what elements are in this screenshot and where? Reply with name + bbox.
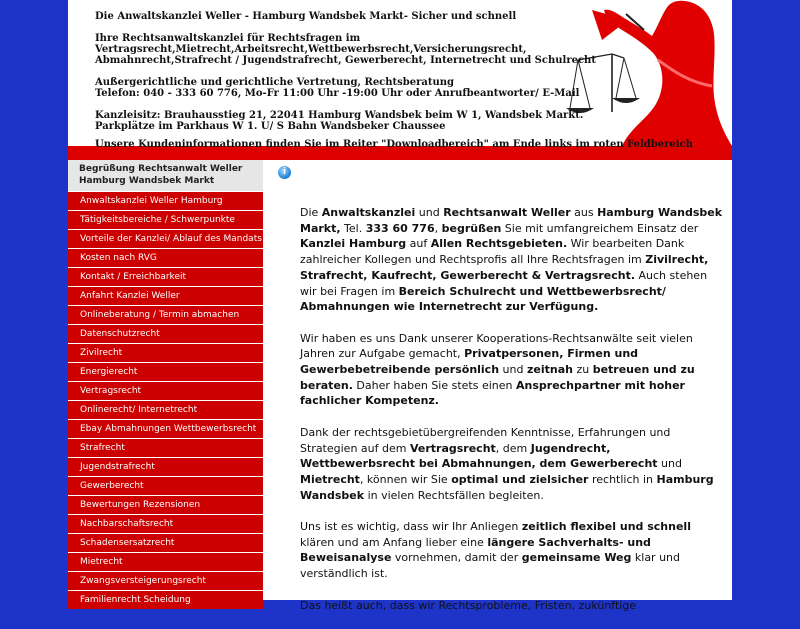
sidebar-nav bbox=[68, 160, 263, 605]
header-address-line1: Kanzleisitz: Brauhausstieg 21, 22041 Hamburg Wandsbek beim W 1, Wandsbek Markt. bbox=[95, 110, 584, 121]
content-paragraph bbox=[300, 331, 724, 410]
bold-text: Ansprechpartner mit hoher fachlicher Kompetenz. bbox=[300, 378, 685, 408]
sidebar-item-onlineberatung[interactable]: Onlineberatung / Termin abmachen bbox=[68, 306, 263, 324]
page bbox=[68, 0, 732, 612]
text-run: Dank der rechtsgebietübergreifenden Kenntnisse, Erfahrungen und Strategien auf dem bbox=[300, 425, 671, 455]
header-areas-line2: Abmahnrecht,Strafrecht / Jugendstrafrecht, Gewerberecht, Internetrecht und Schulrecht bbox=[95, 55, 596, 66]
sidebar-item-taetigkeitsbereiche[interactable]: Tätigkeitsbereiche / Schwerpunkte bbox=[68, 211, 263, 229]
text-run: Uns ist es wichtig, dass wir Ihr Anliegen bbox=[300, 520, 522, 534]
sidebar-item-kontakt[interactable]: Kontakt / Erreichbarkeit bbox=[68, 268, 263, 286]
sidebar-item-bewertungen[interactable]: Bewertungen Rezensionen bbox=[68, 496, 263, 514]
content-paragraph bbox=[300, 425, 724, 504]
text-run: und bbox=[415, 206, 444, 219]
sidebar-item-ebay-abmahnungen[interactable]: Ebay Abmahnungen Wettbewerbsrecht bbox=[68, 420, 263, 438]
sidebar-item-vertragsrecht[interactable]: Vertragsrecht bbox=[68, 382, 263, 400]
text-run: Tel. bbox=[340, 221, 366, 235]
bold-text: zeitnah bbox=[526, 363, 573, 377]
text-run: zu bbox=[572, 363, 593, 377]
bold-text: Anwaltskanzlei bbox=[321, 206, 416, 219]
bold-text: Allen Rechtsgebieten. bbox=[430, 237, 568, 251]
text-run: Auch stehen wir bei Fragen im bbox=[300, 268, 708, 298]
content-paragraph bbox=[300, 205, 724, 315]
bold-text: optimal und zielsicher bbox=[451, 472, 589, 486]
text-run: rechtlich in bbox=[588, 472, 657, 486]
bold-text: Jugendrecht, Wettbewerbsrecht bei Abmahnungen, dem Gewerberecht bbox=[300, 441, 658, 471]
bold-text: Privatpersonen, Firmen und Gewerbebetreibende persönlich bbox=[300, 347, 639, 377]
text-run: , bbox=[434, 221, 442, 235]
sidebar-item-zwangsversteigerungsrecht[interactable]: Zwangsversteigerungsrecht bbox=[68, 572, 263, 590]
sidebar-item-nachbarschaftsrecht[interactable]: Nachbarschaftsrecht bbox=[68, 515, 263, 533]
text-run: auf bbox=[406, 237, 431, 251]
content-paragraph bbox=[300, 519, 724, 582]
text-run: klären und am Anfang lieber eine bbox=[300, 535, 488, 549]
sidebar-item-familienrecht[interactable]: Familienrecht Scheidung bbox=[68, 591, 263, 609]
info-icon[interactable]: i bbox=[278, 166, 291, 179]
bold-text: begrüßen bbox=[441, 221, 502, 235]
sidebar-item-jugendstrafrecht[interactable]: Jugendstrafrecht bbox=[68, 458, 263, 476]
sidebar-item-mietrecht[interactable]: Mietrecht bbox=[68, 553, 263, 571]
sidebar-item-anfahrt[interactable]: Anfahrt Kanzlei Weller bbox=[68, 287, 263, 305]
text-run: und bbox=[657, 457, 682, 471]
sidebar-item-onlinerecht[interactable]: Onlinerecht/ Internetrecht bbox=[68, 401, 263, 419]
sidebar-item-energierecht[interactable]: Energierecht bbox=[68, 363, 263, 381]
header-text bbox=[95, 11, 715, 161]
text-run: Wir haben es uns Dank unserer Kooperations-Rechtsanwälte seit vielen Jahren zur Aufgabe gemacht, bbox=[300, 331, 693, 361]
text-run: in vielen Rechtsfällen begleiten. bbox=[364, 488, 544, 502]
text-run: Sie mit umfangreichem Einsatz der bbox=[501, 221, 699, 235]
bold-text: Zivilrecht, Strafrecht, Kaufrecht, Gewerberecht & Vertragsrecht. bbox=[300, 253, 709, 282]
sidebar-menu bbox=[68, 192, 263, 609]
bold-text: betreuen und zu beraten. bbox=[300, 363, 695, 392]
bold-text: Mietrecht bbox=[300, 472, 360, 486]
bold-text: Hamburg Wandsbek Markt, bbox=[300, 206, 723, 235]
main-content bbox=[300, 205, 724, 629]
sidebar-item-anwaltskanzlei[interactable]: Anwaltskanzlei Weller Hamburg bbox=[68, 192, 263, 210]
header-contact bbox=[95, 77, 715, 99]
site-header bbox=[68, 0, 732, 150]
header-title: Die Anwaltskanzlei Weller - Hamburg Wandsbek Markt- Sicher und schnell bbox=[95, 11, 517, 22]
bold-text: 333 60 776 bbox=[365, 221, 435, 235]
header-areas-line1: Ihre Rechtsanwaltskanzlei für Rechtsfragen im Vertragsrecht,Mietrecht,Arbeitsrecht,Wettbewerbsrecht,Versicherungsrecht, bbox=[95, 33, 527, 55]
header-address bbox=[95, 110, 715, 132]
sidebar-item-active[interactable]: Begrüßung Rechtsanwalt Weller Hamburg Wandsbek Markt bbox=[68, 160, 263, 192]
text-run: Die bbox=[300, 206, 322, 219]
bold-text: Hamburg Wandsbek bbox=[300, 472, 714, 502]
bold-text: gemeinsame Weg bbox=[521, 551, 632, 565]
bold-text: Rechtsanwalt Weller bbox=[443, 206, 571, 219]
text-run: vornehmen, damit der bbox=[391, 551, 522, 565]
header-representation: Außergerichtliche und gerichtliche Vertretung, Rechtsberatung bbox=[95, 77, 455, 88]
text-run: aus bbox=[570, 206, 598, 219]
header-phone: Telefon: 040 - 333 60 776, Mo-Fr 11:00 Uhr -19:00 Uhr oder Anrufbeantworter/ E-Mail bbox=[95, 88, 580, 99]
header-download-hint: Unsere Kundeninformationen finden Sie im Reiter "Downloadbereich" am Ende links im roten Feldbereich bbox=[95, 139, 693, 150]
header-areas bbox=[95, 33, 715, 66]
sidebar-item-vorteile[interactable]: Vorteile der Kanzlei/ Ablauf des Mandats bbox=[68, 230, 263, 248]
text-run: klar und verständlich ist. bbox=[300, 551, 680, 581]
bold-text: Bereich Schulrecht und Wettbewerbsrecht/ Abmahnungen wie Internetrecht zur Verfügung. bbox=[300, 284, 666, 314]
sidebar-item-zivilrecht[interactable]: Zivilrecht bbox=[68, 344, 263, 362]
content-paragraph bbox=[300, 598, 724, 614]
sidebar-item-gewerberecht[interactable]: Gewerberecht bbox=[68, 477, 263, 495]
bold-text: zeitlich flexibel und schnell bbox=[521, 520, 691, 534]
sidebar-item-strafrecht[interactable]: Strafrecht bbox=[68, 439, 263, 457]
sidebar-item-kosten[interactable]: Kosten nach RVG bbox=[68, 249, 263, 267]
header-address-line2: Parkplätze im Parkhaus W 1. U/ S Bahn Wandsbeker Chaussee bbox=[95, 121, 446, 132]
text-run: Wir bearbeiten Dank zahlreicher Kollegen und Rechtsprofis all Ihre Rechtsfragen im bbox=[300, 237, 685, 267]
text-run: Daher haben Sie stets einen bbox=[352, 378, 517, 392]
bold-text: längere Sachverhalts- und Beweisanalyse bbox=[300, 535, 651, 565]
text-run: , können wir Sie bbox=[359, 472, 452, 486]
text-run: Das heißt auch, dass wir Rechtsprobleme, Fristen, zukünftige bbox=[300, 598, 637, 612]
bold-text: Kanzlei Hamburg bbox=[300, 237, 407, 251]
text-run: , dem bbox=[495, 441, 531, 455]
bold-text: Vertragsrecht bbox=[409, 441, 496, 455]
text-run: und bbox=[499, 363, 527, 377]
sidebar-item-schadensersatzrecht[interactable]: Schadensersatzrecht bbox=[68, 534, 263, 552]
sidebar-item-datenschutzrecht[interactable]: Datenschutzrecht bbox=[68, 325, 263, 343]
